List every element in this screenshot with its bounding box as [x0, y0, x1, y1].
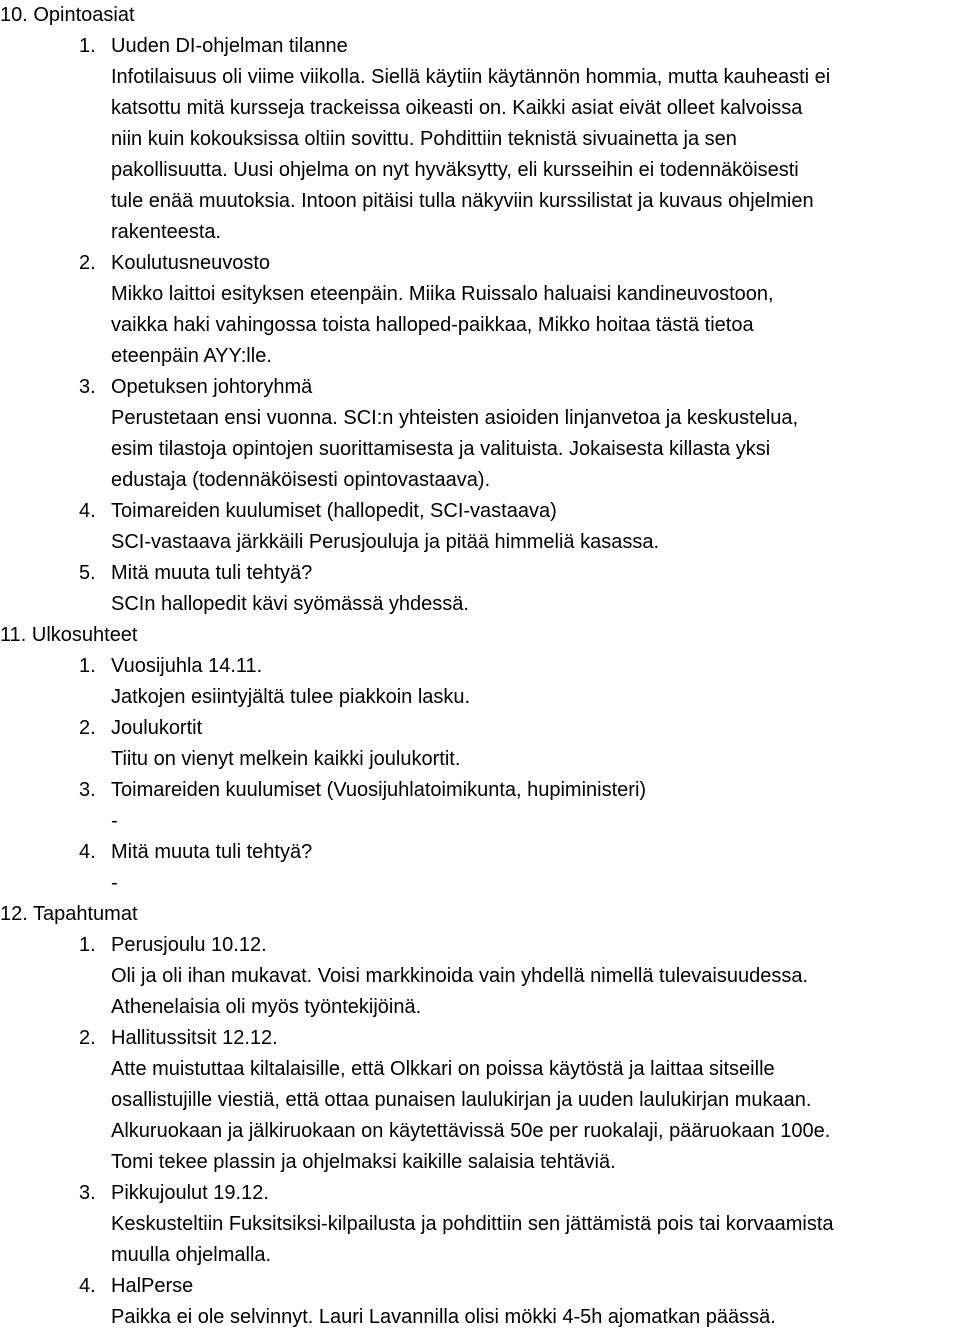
item-number: 4. [79, 841, 96, 863]
item-number: 2. [79, 717, 96, 739]
item-number: 4. [79, 1275, 96, 1297]
paragraph-line: Keskusteltiin Fuksitsiksi-kilpailusta ja pohdittiin sen jättämistä pois tai korvaamista [111, 1213, 834, 1235]
item-title: Pikkujoulut 19.12. [111, 1182, 269, 1204]
item-title: Joulukortit [111, 717, 203, 739]
item-number: 2. [79, 1027, 96, 1049]
paragraph-line: Jatkojen esiintyjältä tulee piakkoin lasku. [111, 686, 471, 708]
paragraph-line: vaikka haki vahingossa toista halloped-paikkaa, Mikko hoitaa tästä tietoa [111, 314, 754, 336]
item-number: 1. [79, 934, 96, 956]
item-number: 2. [79, 252, 96, 274]
item-number: 5. [79, 562, 96, 584]
paragraph-line: Mikko laittoi esityksen eteenpäin. Miika Ruissalo haluaisi kandineuvostoon, [111, 283, 774, 305]
paragraph-line: Tiitu on vienyt melkein kaikki joulukortit. [111, 748, 461, 770]
item-title: Toimareiden kuulumiset (hallopedit, SCI-vastaava) [111, 500, 557, 522]
item-number: 1. [79, 35, 96, 57]
paragraph-line: tule enää muutoksia. Intoon pitäisi tulla näkyviin kurssilistat ja kuvaus ohjelmien [111, 190, 814, 212]
paragraph-line: niin kuin kokouksissa oltiin sovittu. Pohdittiin teknistä sivuainetta ja sen [111, 128, 737, 150]
item-title: Perusjoulu 10.12. [111, 934, 267, 956]
list-item-heading [0, 775, 960, 806]
paragraph-line: SCIn hallopedit kävi syömässä yhdessä. [111, 593, 469, 615]
paragraph-line: Oli ja oli ihan mukavat. Voisi markkinoida vain yhdellä nimellä tulevaisuudessa. [111, 965, 809, 987]
list-item-heading [0, 837, 960, 868]
item-number: 3. [79, 779, 96, 801]
paragraph-line: muulla ohjelmalla. [111, 1244, 272, 1266]
item-title: Vuosijuhla 14.11. [111, 655, 263, 677]
paragraph-line: esim tilastoja opintojen suorittamisesta ja valituista. Jokaisesta killasta yksi [111, 438, 771, 460]
list-item-heading [0, 496, 960, 527]
list-item-heading [0, 558, 960, 589]
paragraph-line: - [111, 872, 118, 894]
list-item-heading [0, 713, 960, 744]
paragraph-line: SCI-vastaava järkkäili Perusjouluja ja pitää himmeliä kasassa. [111, 531, 660, 553]
list-item-heading [0, 31, 960, 62]
paragraph-line: Paikka ei ole selvinnyt. Lauri Lavannilla olisi mökki 4-5h ajomatkan päässä. [111, 1306, 776, 1328]
section-heading: 10. Opintoasiat [0, 4, 135, 26]
paragraph-line: Alkuruokaan ja jälkiruokaan on käytettävissä 50e per ruokalaji, pääruokaan 100e. [111, 1120, 831, 1142]
paragraph-line: Infotilaisuus oli viime viikolla. Siellä käytiin käytännön hommia, mutta kauheasti ei [111, 66, 831, 88]
paragraph-line: eteenpäin AYY:lle. [111, 345, 272, 367]
paragraph-line: Atte muistuttaa kiltalaisille, että Olkkari on poissa käytöstä ja laittaa sitseille [111, 1058, 775, 1080]
item-title: Mitä muuta tuli tehtyä? [111, 841, 313, 863]
item-title: Toimareiden kuulumiset (Vuosijuhlatoimikunta, hupiministeri) [111, 779, 647, 801]
item-title: Hallitussitsit 12.12. [111, 1027, 278, 1049]
list-item-heading [0, 1271, 960, 1302]
paragraph-line: edustaja (todennäköisesti opintovastaava). [111, 469, 491, 491]
list-item-heading [0, 651, 960, 682]
item-title: Opetuksen johtoryhmä [111, 376, 313, 398]
item-number: 3. [79, 376, 96, 398]
paragraph-line: Perustetaan ensi vuonna. SCI:n yhteisten asioiden linjanvetoa ja keskustelua, [111, 407, 799, 429]
paragraph-line: osallistujille viestiä, että ottaa punaisen laulukirjan ja uuden laulukirjan mukaan. [111, 1089, 812, 1111]
item-number: 1. [79, 655, 96, 677]
paragraph-line: pakollisuutta. Uusi ohjelma on nyt hyväksytty, eli kursseihin ei todennäköisesti [111, 159, 799, 181]
paragraph-line: Tomi tekee plassin ja ohjelmaksi kaikille salaisia tehtäviä. [111, 1151, 616, 1173]
list-item-heading [0, 930, 960, 961]
paragraph-line: katsottu mitä kursseja trackeissa oikeasti on. Kaikki asiat eivät olleet kalvoissa [111, 97, 803, 119]
list-item-heading [0, 1023, 960, 1054]
item-title: Mitä muuta tuli tehtyä? [111, 562, 313, 584]
item-number: 3. [79, 1182, 96, 1204]
item-number: 4. [79, 500, 96, 522]
section-heading: 12. Tapahtumat [0, 903, 138, 925]
paragraph-line: Athenelaisia oli myös työntekijöinä. [111, 996, 422, 1018]
item-title: HalPerse [111, 1275, 194, 1297]
list-item-heading [0, 372, 960, 403]
item-title: Koulutusneuvosto [111, 252, 271, 274]
section-heading: 11. Ulkosuhteet [0, 624, 138, 646]
paragraph-line: rakenteesta. [111, 221, 222, 243]
list-item-heading [0, 1178, 960, 1209]
list-item-heading [0, 248, 960, 279]
item-title: Uuden DI-ohjelman tilanne [111, 35, 348, 57]
paragraph-line: - [111, 810, 118, 832]
